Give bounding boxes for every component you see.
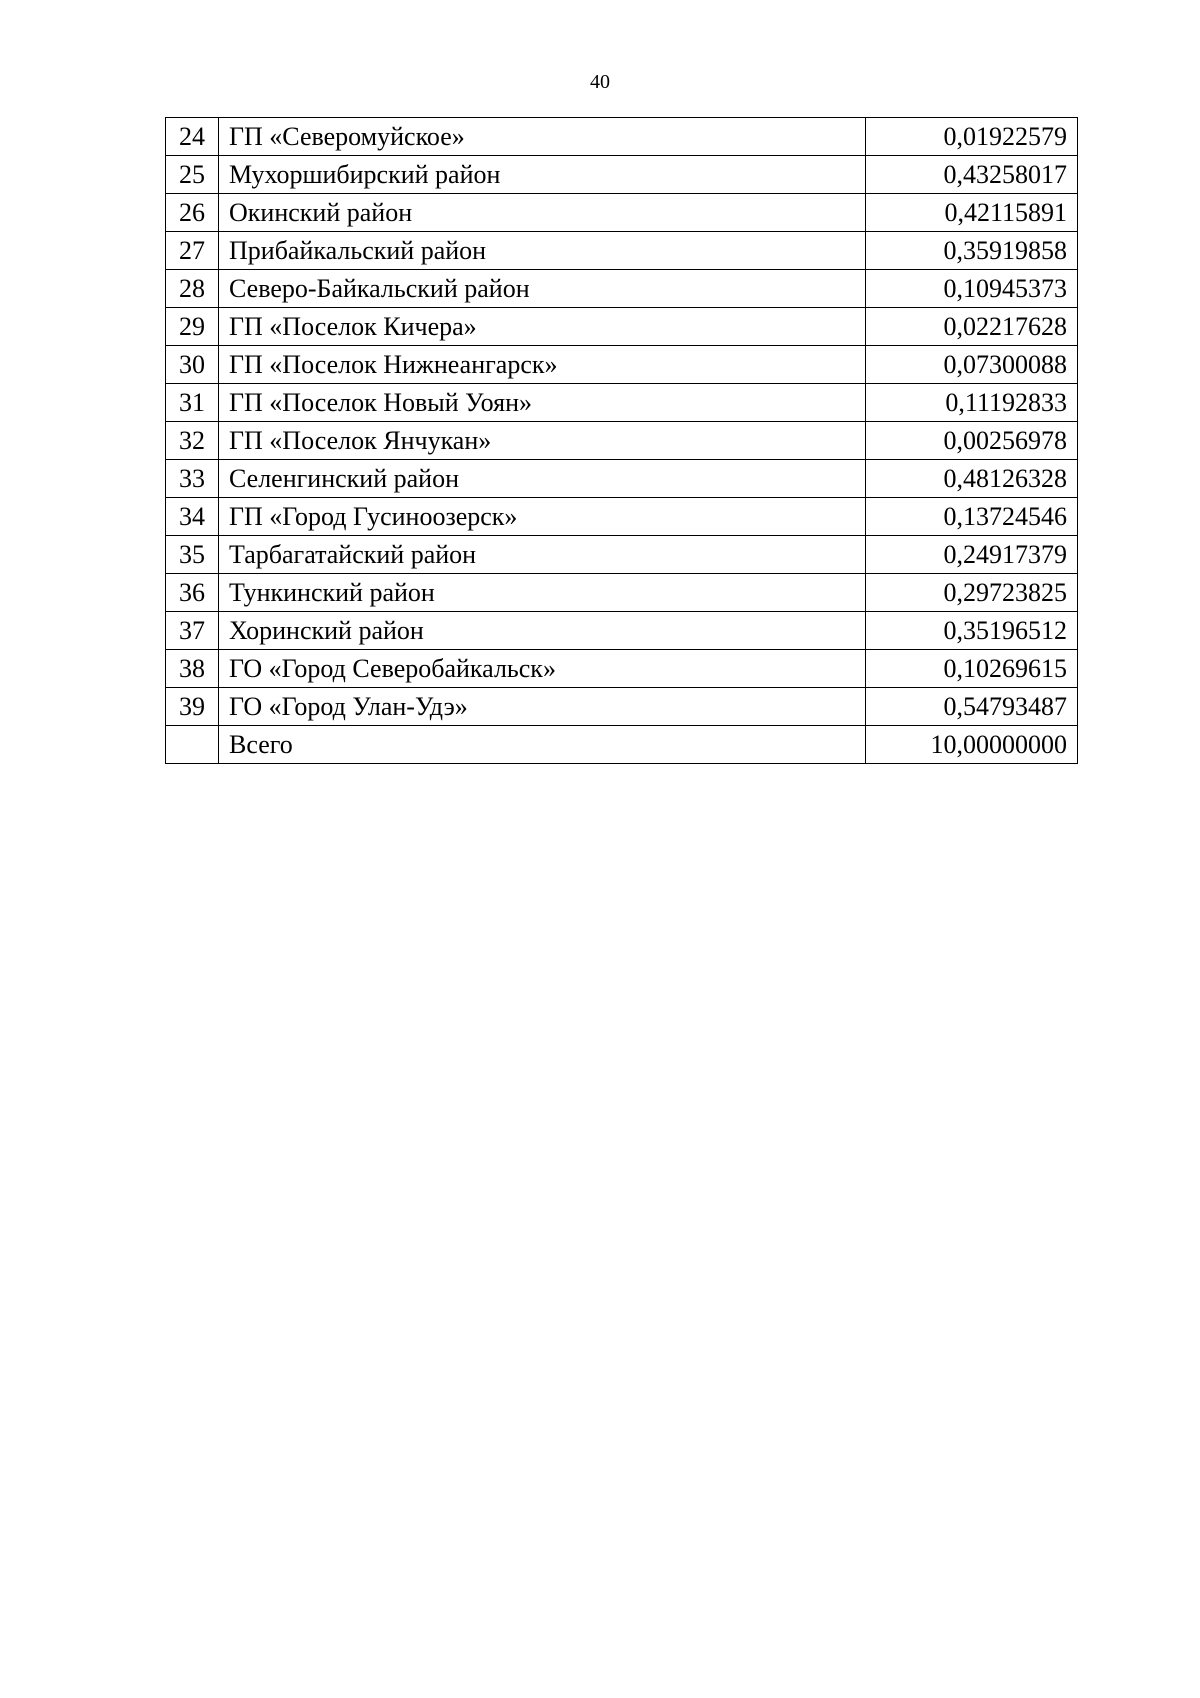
- table-row: [166, 384, 1078, 422]
- municipality-name-cell: ГП «Поселок Новый Уоян»: [219, 384, 866, 422]
- table-row: [166, 688, 1078, 726]
- coefficient-value-cell: 0,10269615: [866, 650, 1078, 688]
- coefficient-value-cell: 0,35919858: [866, 232, 1078, 270]
- table-row: [166, 574, 1078, 612]
- coefficient-value-cell: 0,00256978: [866, 422, 1078, 460]
- municipality-name-cell: Всего: [219, 726, 866, 764]
- coefficient-value-cell: 0,42115891: [866, 194, 1078, 232]
- table-body: [166, 118, 1078, 764]
- table-row: [166, 498, 1078, 536]
- table-row: [166, 460, 1078, 498]
- table-row: [166, 194, 1078, 232]
- municipality-name-cell: ГП «Поселок Нижнеангарск»: [219, 346, 866, 384]
- coefficient-value-cell: 10,00000000: [866, 726, 1078, 764]
- municipality-name-cell: ГП «Северомуйское»: [219, 118, 866, 156]
- row-number-cell: 24: [166, 118, 219, 156]
- row-number-cell: 29: [166, 308, 219, 346]
- row-number-cell: 37: [166, 612, 219, 650]
- row-number-cell: 27: [166, 232, 219, 270]
- table-row: [166, 270, 1078, 308]
- table-row: [166, 118, 1078, 156]
- row-number-cell: 25: [166, 156, 219, 194]
- table-row: [166, 612, 1078, 650]
- municipality-name-cell: Тарбагатайский район: [219, 536, 866, 574]
- row-number-cell: 36: [166, 574, 219, 612]
- row-number-cell: 35: [166, 536, 219, 574]
- coefficient-value-cell: 0,01922579: [866, 118, 1078, 156]
- table-row: [166, 156, 1078, 194]
- municipality-name-cell: ГП «Поселок Янчукан»: [219, 422, 866, 460]
- table-row: [166, 346, 1078, 384]
- table-row: [166, 422, 1078, 460]
- coefficient-value-cell: 0,07300088: [866, 346, 1078, 384]
- municipality-name-cell: ГО «Город Северобайкальск»: [219, 650, 866, 688]
- row-number-cell: 38: [166, 650, 219, 688]
- coefficient-value-cell: 0,35196512: [866, 612, 1078, 650]
- municipality-name-cell: ГП «Поселок Кичера»: [219, 308, 866, 346]
- row-number-cell: [166, 726, 219, 764]
- coefficient-value-cell: 0,54793487: [866, 688, 1078, 726]
- coefficient-value-cell: 0,43258017: [866, 156, 1078, 194]
- row-number-cell: 26: [166, 194, 219, 232]
- coefficient-value-cell: 0,13724546: [866, 498, 1078, 536]
- municipality-name-cell: ГО «Город Улан-Удэ»: [219, 688, 866, 726]
- row-number-cell: 33: [166, 460, 219, 498]
- table-row: [166, 536, 1078, 574]
- distribution-table: [165, 117, 1078, 764]
- coefficient-value-cell: 0,10945373: [866, 270, 1078, 308]
- row-number-cell: 28: [166, 270, 219, 308]
- coefficient-value-cell: 0,48126328: [866, 460, 1078, 498]
- row-number-cell: 34: [166, 498, 219, 536]
- municipality-name-cell: Тункинский район: [219, 574, 866, 612]
- municipality-name-cell: ГП «Город Гусиноозерск»: [219, 498, 866, 536]
- total-row: [166, 726, 1078, 764]
- table-row: [166, 650, 1078, 688]
- page-number: 40: [590, 71, 610, 93]
- coefficient-value-cell: 0,29723825: [866, 574, 1078, 612]
- municipality-name-cell: Северо-Байкальский район: [219, 270, 866, 308]
- coefficient-value-cell: 0,11192833: [866, 384, 1078, 422]
- row-number-cell: 32: [166, 422, 219, 460]
- municipality-name-cell: Селенгинский район: [219, 460, 866, 498]
- municipality-name-cell: Мухоршибирский район: [219, 156, 866, 194]
- municipality-name-cell: Окинский район: [219, 194, 866, 232]
- municipality-name-cell: Хоринский район: [219, 612, 866, 650]
- table-row: [166, 232, 1078, 270]
- table-row: [166, 308, 1078, 346]
- row-number-cell: 30: [166, 346, 219, 384]
- coefficient-value-cell: 0,02217628: [866, 308, 1078, 346]
- coefficient-value-cell: 0,24917379: [866, 536, 1078, 574]
- row-number-cell: 39: [166, 688, 219, 726]
- municipality-name-cell: Прибайкальский район: [219, 232, 866, 270]
- row-number-cell: 31: [166, 384, 219, 422]
